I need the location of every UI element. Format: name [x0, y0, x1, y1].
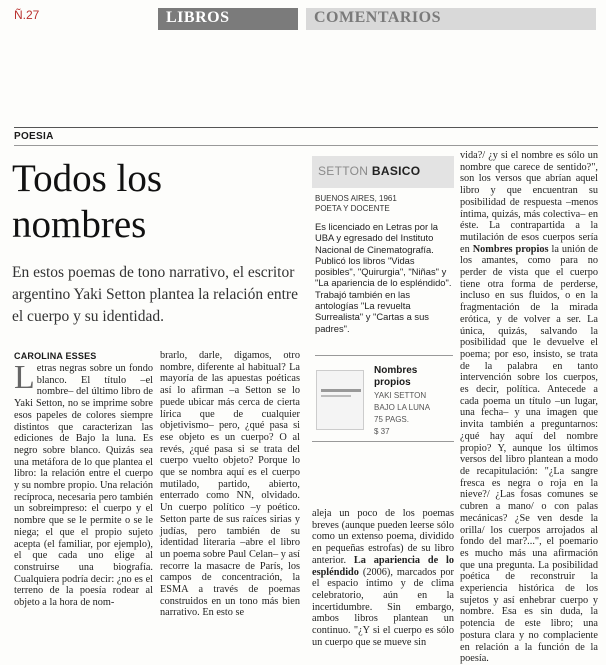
title-line-1: Todos los	[12, 157, 163, 200]
sidebar-place-date: BUENOS AIRES, 1961	[315, 194, 397, 203]
book-publisher: BAJO LA LUNA	[374, 403, 431, 412]
body-text-4a: vida?/ ¿y si el nombre es sólo un nombre que carece de sentido?", son los versos que abrían aquel libro y que encuentran su posibilidad de respuesta –menos íntima, quizás, más colectiva– en éste. La contrapartida a la mutilación de esos cuerpos sería en	[460, 150, 598, 255]
sidebar-role: POETA Y DOCENTE	[315, 203, 390, 213]
sidebar-subheading	[312, 194, 454, 213]
body-text-3a: aleja un poco de los poemas breves (aunque pueden leerse sólo como un extenso poema, dividido en pequeñas estrofas) de su libro anterior.	[312, 508, 454, 566]
sidebar-heading-name: SETTON	[318, 164, 369, 178]
body-text-4c: la unión de los amantes, como para no perder de vista que el cuerpo tiene otra forma de perderse, incluso en sus fluidos, o en la fragmentación de la mirada erótica, y de volver a ser. La única, quizás, salvando la posibilidad que le devuelve el poema; por eso, insisto, se trata de la palabra en tanto intervención sobre los cuerpos, es decir, política. Antecede a cada poema un título –un lugar, una fecha– y una imagen que invita también a preguntarnos: ¿qué hay aquí del nombre propio? Y, aunque los últimos versos del libro plantean a modo de recapitulación: "¿La sangre fresca es negra o roja en la nieve?/ ¿Las fosas comunes se cubren a mano/ o con palas mecánicas? ¿Se ven desde la orilla/ los cuerpos arrojados al fondo del mar?...", el poemario es mucho más una afirmación que una pregunta. La posibilidad poética de reconstruir la experiencia histórica de los sujetos y así enhebrar cuerpo y nombre. Esa es sin duda, la potencia de este libro; una postura clara y no complaciente en relación a la función de la poesía.	[460, 243, 599, 665]
sidebar-bio: Es licenciado en Letras por la UBA y egresado del Instituto Nacional de Cinematografía. Publicó los libros "Vidas posibles", "Quirurgia", "Niñas" y "La apariencia de lo espléndido". Trabajó también en las antologías "La revuelta Surrealista" y "Cartas a sus padres".	[315, 221, 452, 334]
book-title-line-2: propios	[374, 377, 411, 388]
topic-rule	[14, 145, 598, 146]
author-sidebar	[312, 156, 454, 334]
body-text-3-book-title: La apariencia de lo espléndido	[312, 554, 454, 578]
book-author: YAKI SETTON	[374, 391, 427, 400]
body-text-3c: (2006), marcados por el espacio íntimo y de clima celebratorio, aún en la incertidumbre. Sin embargo, ambos libros plantean un continuo. "¿Y si el cuerpo es sólo un cuerpo que se mueve sin	[312, 566, 454, 648]
body-column-4	[460, 150, 598, 665]
title-line-2: nombres	[12, 203, 147, 246]
issue-number: Ñ.27	[14, 8, 40, 22]
article-title	[12, 156, 302, 248]
book-rule	[312, 441, 454, 442]
body-column-2	[160, 350, 300, 619]
body-column-1	[14, 359, 153, 609]
book-title-line-1: Nombres	[374, 365, 418, 376]
topic-label: POESIA	[14, 131, 54, 142]
sidebar-heading-basic: BASICO	[371, 164, 421, 178]
sidebar-rule	[315, 355, 453, 356]
subsection-label: COMENTARIOS	[306, 8, 596, 30]
body-text-4-book-title: Nombres propios	[472, 243, 549, 255]
drop-cap: L	[14, 359, 35, 396]
body-text-2: brarlo, darle, digamos, otro nombre, diferente al habitual? La mayoría de las apuestas poéticas así lo afirman –a Setton se lo puede ubicar más cerca de cierta lírica que de cualquier objetivismo– pero, ¿qué pasa si ese objeto es un cuerpo? O al revés, ¿qué pasa si se trata del cuerpo vuelto objeto? Porque lo que se nombra aquí es el cuerpo mutilado, partido, abierto, enterrado como NN, olvidado. Un cuerpo político –y poético. Setton parte de sus raíces sirias y judías, pero también de su identidad literaria –abre el libro un poema sobre Paul Celan– y así recorre la masacre de París, los campos de concentración, la ESMA a través de poemas construidos en un tono más bien narrativo. En esto se	[160, 350, 300, 619]
body-text-1: etras negras sobre un fondo blanco. El título –el nombre– del último libro de Yaki Setton, no se imprime sobre esos papeles de colores siempre distintos que caracterizan las ediciones de Bajo la luna. Es negro sobre blanco. Quizás sea una metáfora de lo que plantea el libro: la relación entre el cuerpo y su nombre propio. Una relación recíproca, necesaria pero también un sobreimpreso: el cuerpo y el nombre que se le permite o se le niega; el que el propio sujeto acepta (el familiar, por ejemplo), el que cada uno elige al construirse una biografía. Cualquiera podría decir: ¿no es el terreno de la poesía rodear al objeto a la hora de nom-	[14, 363, 153, 609]
book-info-box	[312, 360, 454, 438]
byline: CAROLINA ESSES	[14, 351, 97, 361]
section-label: LIBROS	[158, 8, 298, 30]
book-details	[374, 365, 430, 437]
article-deck: En estos poemas de tono narrativo, el escritor argentino Yaki Setton plantea la relación entre el cuerpo y su identidad.	[12, 264, 298, 325]
body-column-3	[312, 508, 454, 648]
sidebar-heading	[312, 156, 454, 188]
book-price: $ 37	[374, 427, 390, 436]
book-cover-image	[316, 370, 364, 430]
book-pages: 75 PAGS.	[374, 415, 409, 424]
top-rule	[14, 127, 598, 128]
